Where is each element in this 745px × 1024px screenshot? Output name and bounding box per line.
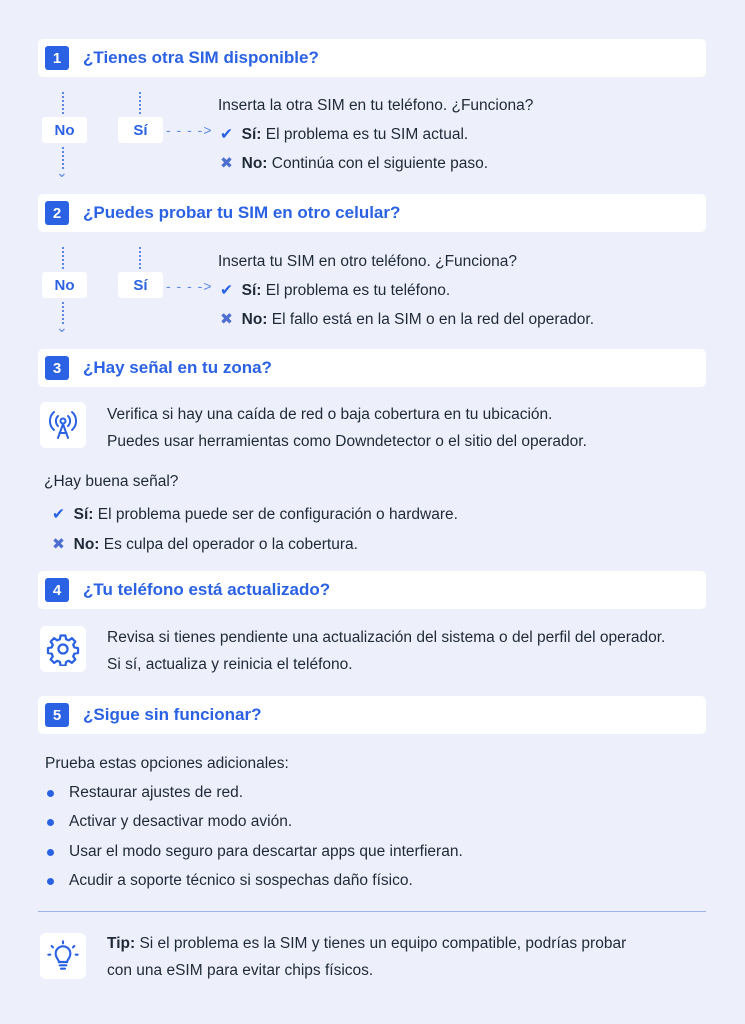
list-item: Acudir a soporte técnico si sospechas daño físico. — [69, 872, 413, 889]
gear-icon — [40, 626, 86, 672]
options-intro: Prueba estas opciones adicionales: — [45, 755, 289, 772]
no-text: El fallo está en la SIM o en la red del operador. — [271, 311, 595, 328]
step-title: ¿Sigue sin funcionar? — [83, 705, 262, 724]
flow-line — [139, 247, 141, 269]
down-arrow-icon: ⌄ — [56, 164, 68, 180]
no-outcome — [220, 310, 594, 330]
check-icon: ✔ — [220, 126, 233, 143]
list-item: Activar y desactivar modo avión. — [69, 813, 293, 830]
yes-outcome — [52, 505, 458, 525]
check-icon: ✔ — [220, 282, 233, 299]
right-arrow-icon: - - - -> — [166, 122, 213, 138]
cross-icon: ✖ — [220, 155, 233, 172]
list-item: Usar el modo seguro para descartar apps que interfieran. — [69, 843, 463, 860]
yes-outcome — [220, 281, 450, 301]
bullet-dot — [47, 790, 54, 797]
step-title: ¿Puedes probar tu SIM en otro celular? — [83, 203, 401, 222]
yes-text: El problema es tu SIM actual. — [265, 126, 469, 143]
lightbulb-icon — [40, 933, 86, 979]
step-description: Verifica si hay una caída de red o baja cobertura en tu ubicación. — [107, 406, 553, 423]
no-label: No: — [73, 536, 100, 553]
tip-label: Tip: — [107, 935, 136, 952]
step-number: 2 — [45, 201, 69, 225]
cross-icon: ✖ — [52, 536, 65, 553]
no-text: Continúa con el siguiente paso. — [271, 155, 489, 172]
step-1-header — [38, 39, 706, 77]
yes-text: El problema puede ser de configuración o hardware. — [97, 506, 458, 523]
step-description: Si sí, actualiza y reinicia el teléfono. — [107, 656, 353, 673]
divider — [38, 911, 706, 912]
step-title: ¿Tu teléfono está actualizado? — [83, 580, 331, 599]
no-branch-label: No — [42, 117, 87, 143]
bullet-dot — [47, 849, 54, 856]
no-label: No: — [241, 311, 268, 328]
step-question: Inserta la otra SIM en tu teléfono. ¿Funciona? — [218, 97, 534, 114]
step-description: Revisa si tienes pendiente una actualización del sistema o del perfil del operador. — [107, 629, 666, 646]
down-arrow-icon: ⌄ — [56, 319, 68, 335]
cross-icon: ✖ — [220, 311, 233, 328]
step-4-header — [38, 571, 706, 609]
tip-text — [107, 934, 626, 954]
yes-label: Sí: — [73, 506, 94, 523]
no-label: No: — [241, 155, 268, 172]
flow-line — [62, 247, 64, 269]
flow-line — [139, 92, 141, 114]
no-branch-label: No — [42, 272, 87, 298]
no-outcome — [52, 535, 358, 555]
signal-tower-icon — [40, 402, 86, 448]
step-title: ¿Hay señal en tu zona? — [83, 358, 272, 377]
yes-branch-label: Sí — [118, 272, 163, 298]
step-2-header — [38, 194, 706, 232]
yes-label: Sí: — [241, 282, 262, 299]
step-number: 4 — [45, 578, 69, 602]
no-text: Es culpa del operador o la cobertura. — [103, 536, 358, 553]
step-title: ¿Tienes otra SIM disponible? — [83, 48, 319, 67]
yes-outcome — [220, 125, 468, 145]
flow-line — [62, 92, 64, 114]
tip-text-continued: con una eSIM para evitar chips físicos. — [107, 962, 374, 979]
step-question: ¿Hay buena señal? — [44, 473, 179, 490]
list-item: Restaurar ajustes de red. — [69, 784, 244, 801]
yes-label: Sí: — [241, 126, 262, 143]
step-5-header — [38, 696, 706, 734]
step-number: 3 — [45, 356, 69, 380]
step-3-header — [38, 349, 706, 387]
check-icon: ✔ — [52, 506, 65, 523]
yes-text: El problema es tu teléfono. — [265, 282, 451, 299]
bullet-dot — [47, 819, 54, 826]
step-number: 1 — [45, 46, 69, 70]
right-arrow-icon: - - - -> — [166, 278, 213, 294]
tip-line: Si el problema es la SIM y tienes un equipo compatible, podrías probar — [139, 935, 627, 952]
no-outcome — [220, 154, 488, 174]
step-description: Puedes usar herramientas como Downdetector o el sitio del operador. — [107, 433, 587, 450]
step-number: 5 — [45, 703, 69, 727]
step-question: Inserta tu SIM en otro teléfono. ¿Funciona? — [218, 253, 517, 270]
bullet-dot — [47, 878, 54, 885]
yes-branch-label: Sí — [118, 117, 163, 143]
